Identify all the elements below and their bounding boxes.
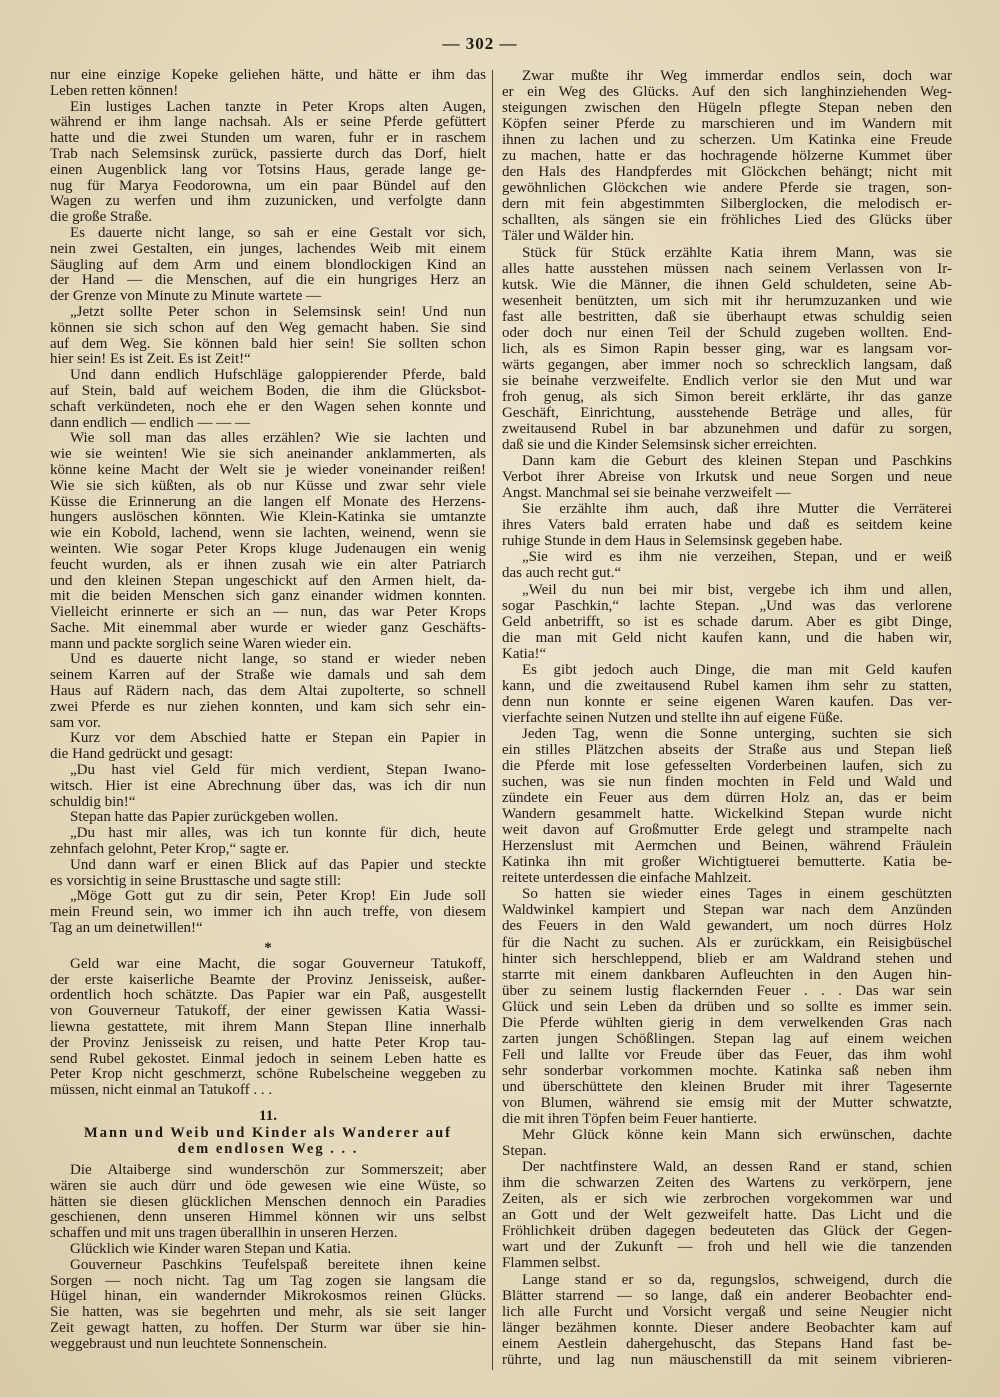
- text-line: sehr sonderbar vorkommen mochte. Katinka saß neben ihm: [502, 1062, 952, 1079]
- text-line: das auch recht gut.“: [502, 565, 622, 582]
- text-line: hätten sie diesen glücklichen Menschen dennoch ein Paradies: [50, 1194, 486, 1210]
- text-line: Katia!“: [502, 645, 547, 662]
- text-line: Wie soll man das alles erzählen? Wie sie lachten und: [70, 431, 486, 447]
- text-line: ordentlich hoch schätzte. Das Papier war ein Paß, ausgestellt: [50, 988, 486, 1004]
- paragraph: [50, 368, 486, 431]
- text-line: es vorsichtig in seine Brusttasche und sagte still:: [50, 873, 342, 889]
- text-line: „Jetzt sollte Peter schon in Selemsinsk sein! Und nun: [70, 304, 486, 320]
- text-line: den Hals des Handpferdes mit Glöckchen behängt; nicht mit: [502, 164, 952, 181]
- paragraph: [502, 453, 952, 501]
- text-line: die mit ihren Töpfen beim Feuer hantierte.: [502, 1111, 758, 1128]
- paragraph: [502, 1127, 952, 1159]
- text-line: Küsse die Erinnerung an die langen elf Monate des Herzens-: [50, 494, 486, 510]
- text-line: wart und der Zukunft — froh und hell wie die tanzenden: [502, 1239, 952, 1256]
- paragraph: [50, 431, 486, 652]
- text-line: hatte und die zwei Stunden um waren, fuhr er in raschem: [50, 131, 486, 147]
- text-line: zwei Pferde es nur ziehen konnten, und kam sich sehr ein-: [50, 699, 486, 715]
- text-line: Wandern gesammelt hatte. Wickelkind Stepan wurde nicht: [502, 806, 952, 823]
- text-line: ein stilles Plätzchen abseits der Straße aus und Stepan ließ: [502, 741, 952, 758]
- paragraph: [50, 226, 486, 305]
- text-line: von Blumen, während sie emsig mit der Mutter schwatzte,: [502, 1095, 952, 1111]
- paragraph: [502, 886, 952, 1127]
- paragraph: [50, 1258, 486, 1353]
- text-line: Der nachtfinstere Wald, an dessen Rand er stand, schien: [522, 1159, 952, 1176]
- text-line: Herzenslust mit Aermchen und Beinen, während Fräulein: [502, 838, 952, 855]
- text-line: suchen, was sie nun finden mochten in Feld und Wald und: [502, 774, 952, 791]
- paragraph: [50, 305, 486, 368]
- text-line: Sache. Mit einemmal aber wurde er wieder ganz Geschäfts-: [50, 620, 486, 636]
- text-line: könne keine Macht der Welt sie je wieder voneinander reißen!: [50, 462, 486, 478]
- text-line: während er ihm lange nachsah. Als er seine Pferde gefüttert: [50, 115, 486, 131]
- text-line: zündete ein Feuer aus dem dürren Holz an, das er beim: [502, 790, 952, 807]
- paragraph: [502, 549, 952, 581]
- text-line: denn nun konnte er seine eigenen Waren kaufen. Das ver-: [502, 693, 952, 710]
- text-line: auf Stein, bald auf weichem Boden, die ihm die Glücksbot-: [50, 383, 486, 399]
- paragraph: [50, 652, 486, 731]
- text-line: hier sein! Es ist Zeit. Es ist Zeit!“: [50, 352, 251, 368]
- paragraph: [50, 100, 486, 226]
- page-number: — 302 —: [442, 34, 518, 53]
- text-line: sogar Paschkin,“ lachte Stepan. „Und was das verlorene: [502, 597, 952, 614]
- text-line: dern mit fein abgestimmten Silberglocken, die melodisch er-: [502, 196, 952, 213]
- text-line: Köpfen seiner Pferde zu marschieren und im Wandern mit: [502, 116, 952, 133]
- paragraph: [50, 68, 486, 100]
- left-column-mid-text: [50, 957, 486, 1099]
- paragraph: [502, 1272, 952, 1368]
- text-line: witsch. Hier ist eine Abrechnung über das, was ich dir nun: [50, 778, 486, 794]
- text-line: müssen, nicht einmal an Tatukoff . . .: [50, 1083, 273, 1099]
- left-column-top-text: [50, 68, 486, 937]
- text-line: Katinka ihn mit großer Wichtigtuerei bemutterte. Katia be-: [502, 854, 952, 871]
- text-line: steigungen zwischen den Hügeln pflegte Stepan neben den: [502, 100, 952, 117]
- text-line: geschienen, denn unseren Himmel können wir uns selbst: [50, 1210, 486, 1226]
- text-line: wesenheit benützten, um sich mit ihr herumzuzanken und wie: [502, 292, 952, 309]
- text-line: sam vor.: [50, 715, 101, 731]
- text-line: Sie erzählte ihm auch, daß ihre Mutter die Verräterei: [522, 501, 952, 518]
- text-line: zarten jungen Schößlingen. Stepan lag auf einem weichen: [502, 1030, 952, 1047]
- text-line: lich, als es Simon Rapin besser ging, war es langsam vor-: [502, 340, 952, 357]
- text-line: Hügel hinan, ein wandernder Mikrokosmos reinen Glücks.: [50, 1289, 486, 1305]
- text-line: „Du hast mir alles, was ich tun konnte für dich, heute: [70, 826, 486, 842]
- text-line: starrte mit einem dankbaren Aufleuchten in den Augen hin-: [502, 966, 952, 983]
- text-line: Zwar mußte ihr Weg immerdar endlos sein, doch war: [522, 68, 952, 84]
- text-line: der Provinz Jenisseisk zu reisen, und hatte Peter Krop tau-: [50, 1035, 486, 1051]
- text-line: wie sie weinten! Wie sie sich aneinander anklammerten, als: [50, 447, 486, 463]
- text-line: Mehr Glück könne kein Mann sich erwünschen, dachte: [522, 1127, 952, 1144]
- text-line: Trab nach Selemsinsk zurück, passierte durch das Dorf, hielt: [50, 146, 486, 162]
- text-line: schaffen und mit uns tragen überallhin in unseren Herzen.: [50, 1226, 398, 1242]
- text-line: Die Altaiberge sind wunderschön zur Sommerszeit; aber: [70, 1163, 486, 1178]
- text-line: von Gouverneur Tatukoff, der einer gewissen Katia Wassi-: [50, 1004, 486, 1020]
- text-line: alles hatte ausstehen müssen nach seinem Verlassen von Ir-: [502, 260, 952, 277]
- text-line: Stepan.: [502, 1143, 547, 1160]
- paragraph: [502, 1159, 952, 1271]
- paragraph: [50, 889, 486, 936]
- text-line: reitete unterdessen die einfache Mahlzeit.: [502, 870, 752, 887]
- text-line: Stepan hatte das Papier zurückgeben wollen.: [70, 810, 339, 826]
- text-line: zu machen, hatte er das hochragende hölzerne Kummet über: [502, 148, 952, 165]
- paragraph: [502, 68, 952, 245]
- text-line: und den kleinen Stepan ungeschickt auf den Armen hielt, da-: [50, 573, 486, 589]
- text-line: Täler und Wälder hin.: [502, 228, 635, 245]
- text-line: ruhige Stunde in dem Haus in Selemsinsk gegeben habe.: [502, 533, 843, 550]
- text-line: nur eine einzige Kopeke geliehen hätte, und hätte er ihm das: [50, 68, 486, 83]
- text-line: die große Straße.: [50, 210, 153, 226]
- text-line: einen Augenblick lang vor Totsins Haus, gerade lange ge-: [50, 162, 486, 178]
- text-line: schuldig bin!“: [50, 794, 136, 810]
- text-line: Lange stand er so da, regungslos, schweigend, durch die: [522, 1271, 952, 1288]
- text-line: für die Nacht zu suchen. Als er zurückkam, ein Reisigbüschel: [502, 934, 952, 951]
- text-line: wären sie auch dürr und öde gewesen wie eine Wüste, so: [50, 1178, 486, 1194]
- text-line: Wagen zu werfen und ihm zuzunicken, und verfolgte dann: [50, 194, 486, 210]
- text-line: „Du hast viel Geld für mich verdient, Stepan Iwano-: [70, 763, 486, 779]
- text-line: Säugling auf dem Arm und einem blondlockigen Kind an: [50, 257, 486, 273]
- paragraph: [50, 731, 486, 763]
- section-separator: *: [264, 939, 272, 956]
- right-column-text: [502, 68, 952, 1368]
- text-line: Geld anbetrifft, so ist es schade darum. Aber es gibt Dinge,: [502, 613, 952, 630]
- text-line: die man mit Geld nicht kaufen kann, und die haben wir,: [502, 629, 952, 646]
- text-line: Geschäft, Einrichtung, ausstehende Beträge und alles, für: [502, 404, 952, 421]
- text-line: Jeden Tag, wenn die Sonne unterging, suchten sie sich: [522, 725, 952, 742]
- text-line: kann, und die zweitausend Rubel kamen ihm sehr zu statten,: [502, 677, 952, 694]
- text-line: Es dauerte nicht lange, so sah er eine Gestalt vor sich,: [70, 225, 486, 241]
- text-line: und überschüttete den kleinen Bruder mit ihrer Tagesernte: [502, 1078, 952, 1095]
- text-line: ihnen zu lachen und zu scherzen. Um Katinka eine Freude: [502, 132, 952, 149]
- text-line: über zu seinem lustig flackernden Feuer . . . Das war sein: [502, 982, 952, 999]
- text-line: der Grenze von Minute zu Minute wartete —: [50, 289, 322, 305]
- text-line: mein Freund sein, wo immer ich ihn auch treffe, von diesem: [50, 905, 486, 921]
- text-line: Sorgen — noch nicht. Tag um Tag zogen sie langsam die: [50, 1273, 486, 1289]
- text-line: zweitausend Rubel in bar abzunehmen und dafür zu sorgen,: [502, 421, 952, 438]
- text-line: kutsk. Wie die Männer, die ihnen Geld schuldeten, seine Ab-: [502, 276, 952, 293]
- paragraph: [50, 810, 486, 826]
- paragraph: [50, 763, 486, 810]
- text-line: rührte, und lag nun mäuschenstill da mit seinem vibrieren-: [502, 1351, 952, 1368]
- paragraph: [502, 245, 952, 454]
- text-line: Verbot ihrer Abreise von Irkutsk und neue Sorgen und neue: [502, 469, 952, 486]
- text-line: Leben retten können!: [50, 83, 179, 99]
- column-divider: [492, 70, 493, 1370]
- text-line: „Sie wird es ihm nie verzeihen, Stepan, und er weiß: [522, 549, 952, 566]
- left-column-bottom-text: [50, 1163, 486, 1353]
- text-line: oder doch nur einen Teil der Schuld zugeben wollten. End-: [502, 324, 952, 341]
- text-line: Angst. Manchmal sei sie beinahe verzweifelt —: [502, 485, 791, 502]
- text-line: Die Pferde wühlten gierig in dem verwelkenden Gras nach: [502, 1014, 952, 1031]
- text-line: Und dann endlich Hufschläge galoppierender Pferde, bald: [70, 368, 486, 384]
- chapter-title-line: dem endlosen Weg . . .: [177, 1141, 359, 1157]
- text-line: Stück für Stück erzählte Katia ihrem Mann, was sie: [522, 244, 952, 261]
- text-line: liewna gestattete, mit ihrem Mann Stepan Iline innerhalb: [50, 1020, 486, 1036]
- text-line: Es gibt jedoch auch Dinge, die man mit Geld kaufen: [522, 661, 952, 678]
- text-line: vierfachte seinen Nutzen und stellte ihn auf eigene Füße.: [502, 709, 844, 726]
- text-line: auf dem Weg. Sie können bald hier sein! Sie sollten schon: [50, 336, 486, 352]
- text-line: Tag an um deinetwillen!“: [50, 921, 203, 937]
- text-line: Ein lustiges Lachen tanzte in Peter Krops alten Augen,: [70, 99, 486, 115]
- paragraph: [502, 726, 952, 886]
- text-line: „Weil du nun bei mir bist, vergebe ich ihm und allen,: [522, 581, 952, 598]
- text-line: gewöhnlichen Glöckchen wie andere Pferde sie tragen, son-: [502, 180, 952, 197]
- text-line: ihm die schwarzen Zeiten des Wartens zu verkörpern, jene: [502, 1175, 952, 1192]
- text-line: Und es dauerte nicht lange, so stand er wieder neben: [70, 652, 486, 668]
- text-line: Kurz vor dem Abschied hatte er Stepan ein Papier in: [70, 731, 486, 747]
- text-line: Wie sie sich küßten, als ob nur Küsse und zwar sehr viele: [50, 478, 486, 494]
- text-line: die Pferde mit lose gefesselten Vorderbeinen laufen, sich zu: [502, 758, 952, 775]
- text-line: können sie sich schon auf den Weg gemacht haben. Sie sind: [50, 320, 486, 336]
- text-line: Waldwinkel kampiert und Stepan war nach dem Anzünden: [502, 902, 952, 919]
- text-line: lich alle Furcht und Vorsicht vergaß und seine Neugier nicht: [502, 1303, 952, 1320]
- text-line: des Feuers in den Wald gewandert, um noch dürres Holz: [502, 918, 952, 935]
- chapter-title-line: Mann und Weib und Kinder als Wanderer auf: [84, 1125, 452, 1141]
- text-line: Glück und sein Leben da drüben und so sollte es immer sein.: [502, 998, 952, 1015]
- chapter-title: [50, 1125, 486, 1157]
- text-line: fast alle bestritten, daß sie überhaupt etwas schuldig seien: [502, 308, 952, 325]
- chapter-number: 11.: [259, 1108, 277, 1124]
- text-line: Sie hatten, was sie begehrten und mehr, als sie seit langer: [50, 1305, 486, 1321]
- text-line: send Rubel gekostet. Einmal jedoch in seinem Leben hatte es: [50, 1051, 486, 1067]
- text-line: dann endlich — endlich — — —: [50, 415, 250, 431]
- text-line: Vielleicht erinnerte er sich an — nun, das war Peter Krops: [50, 605, 486, 621]
- paragraph: [50, 957, 486, 1099]
- paragraph: [502, 662, 952, 726]
- text-line: an Gott und der Welt gezweifelt hatte. Das Licht und die: [502, 1207, 952, 1224]
- text-line: hinter sich herschleppend, blieb er am Waldrand stehen und: [502, 950, 952, 967]
- text-line: der erste kaiserliche Beamte der Provinz Jenisseisk, außer-: [50, 972, 486, 988]
- text-line: daß sie und die Kinder Selemsinsk sicher erreichten.: [502, 437, 817, 454]
- text-line: schallten, als sängen sie ein fröhliches Lied des Glücks über: [502, 212, 952, 229]
- text-line: Und dann warf er einen Blick auf das Papier und steckte: [70, 857, 486, 873]
- paragraph: [50, 1163, 486, 1242]
- text-line: feucht wurden, als er ihnen zusah wie ein alter Patriarch: [50, 557, 486, 573]
- text-line: wie ein Kobold, lachend, wenn sie lachten, weinend, wenn sie: [50, 526, 486, 542]
- text-line: Fell und lallte vor Freude über das Feuer, das ihm wohl: [502, 1046, 952, 1063]
- text-line: mann und packte sorglich seine Waren wieder ein.: [50, 636, 352, 652]
- text-line: „Möge Gott gut zu dir sein, Peter Krop! Ein Jude soll: [70, 889, 486, 905]
- text-line: Blätter starrend — so lange, daß ein anderer Beobachter end-: [502, 1287, 952, 1304]
- text-line: nug für Marya Feodorowna, um ein paar Bündel auf den: [50, 178, 486, 194]
- text-line: Geld war eine Macht, die sogar Gouverneur Tatukoff,: [70, 956, 486, 972]
- text-line: Zeit gewagt hatten, zu hoffen. Der Sturm war über sie hin-: [50, 1320, 486, 1336]
- text-line: Flammen selbst.: [502, 1255, 601, 1272]
- text-line: mit die beiden Menschen sich ganz einander widmen konnten.: [50, 589, 486, 605]
- text-line: sie beinahe verzweifelte. Endlich verlor sie den Mut und war: [502, 372, 952, 389]
- text-line: seinem Karren auf der Straße wie damals und sah dem: [50, 668, 486, 684]
- paragraph: [502, 582, 952, 662]
- text-line: Glücklich wie Kinder waren Stepan und Katia.: [70, 1241, 352, 1257]
- text-line: Dann kam die Geburt des kleinen Stepan und Paschkins: [522, 453, 952, 470]
- text-line: Peter Krop nicht geschmerzt, schöne Rubelscheine weggeben zu: [50, 1067, 486, 1083]
- text-line: Gouverneur Paschkins Teufelspaß bereitete ihnen keine: [70, 1257, 486, 1273]
- text-line: zehnfach gelohnt, Peter Krop,“ sagte er.: [50, 842, 290, 858]
- text-line: einem Aestlein dahergehuscht, das Stepans Hand fast be-: [502, 1335, 952, 1352]
- paragraph: [50, 1242, 486, 1258]
- text-line: weggebraust und nun leuchtete Sonnenschein.: [50, 1336, 328, 1352]
- paragraph: [502, 501, 952, 549]
- text-line: weit davon auf Großmutter Erde gelegt und strampelte nach: [502, 822, 952, 839]
- paragraph: [50, 858, 486, 890]
- text-line: nein zwei Gestalten, ein junges, lachendes Weib mit einem: [50, 241, 486, 257]
- text-line: schaft verkündeten, noch ehe er den Wagen sehen konnte und: [50, 399, 486, 415]
- text-line: der Hand — die Menschen, auf die ein hungriges Herz an: [50, 273, 486, 289]
- text-line: hungers auslöschen könnten. Wie Klein-Katinka sie umtanzte: [50, 510, 486, 526]
- text-line: weinten. Wie sogar Peter Krops kluge Judenaugen ein wenig: [50, 541, 486, 557]
- text-line: Haus auf Rädern nach, das dem Altai zupolterte, so schnell: [50, 684, 486, 700]
- text-line: ihres Vaters bald erraten habe und daß es seitdem keine: [502, 517, 952, 534]
- left-column: [50, 68, 486, 1353]
- text-line: länger bezähmen konnte. Dieser andere Beobachter kam auf: [502, 1319, 952, 1336]
- text-line: So hatten sie wieder eines Tages in einem geschützten: [522, 886, 952, 903]
- text-line: Fröhlichkeit drüben dagegen bedeuteten das Glück der Gegen-: [502, 1223, 952, 1240]
- text-line: er ein Weg des Glücks. Auf den sich langhinziehenden Weg-: [502, 84, 952, 101]
- text-line: Zeiten, als er sich wie zerbrochen vorgekommen war und: [502, 1191, 952, 1208]
- text-line: wärts gegangen, aber immer noch so schrecklich langsam, daß: [502, 356, 952, 373]
- text-line: die Hand gedrückt und gesagt:: [50, 747, 234, 763]
- paragraph: [50, 826, 486, 858]
- text-line: froh genug, als sich Simon bereit erklärte, ihr das ganze: [502, 388, 952, 405]
- right-column: [502, 68, 952, 1368]
